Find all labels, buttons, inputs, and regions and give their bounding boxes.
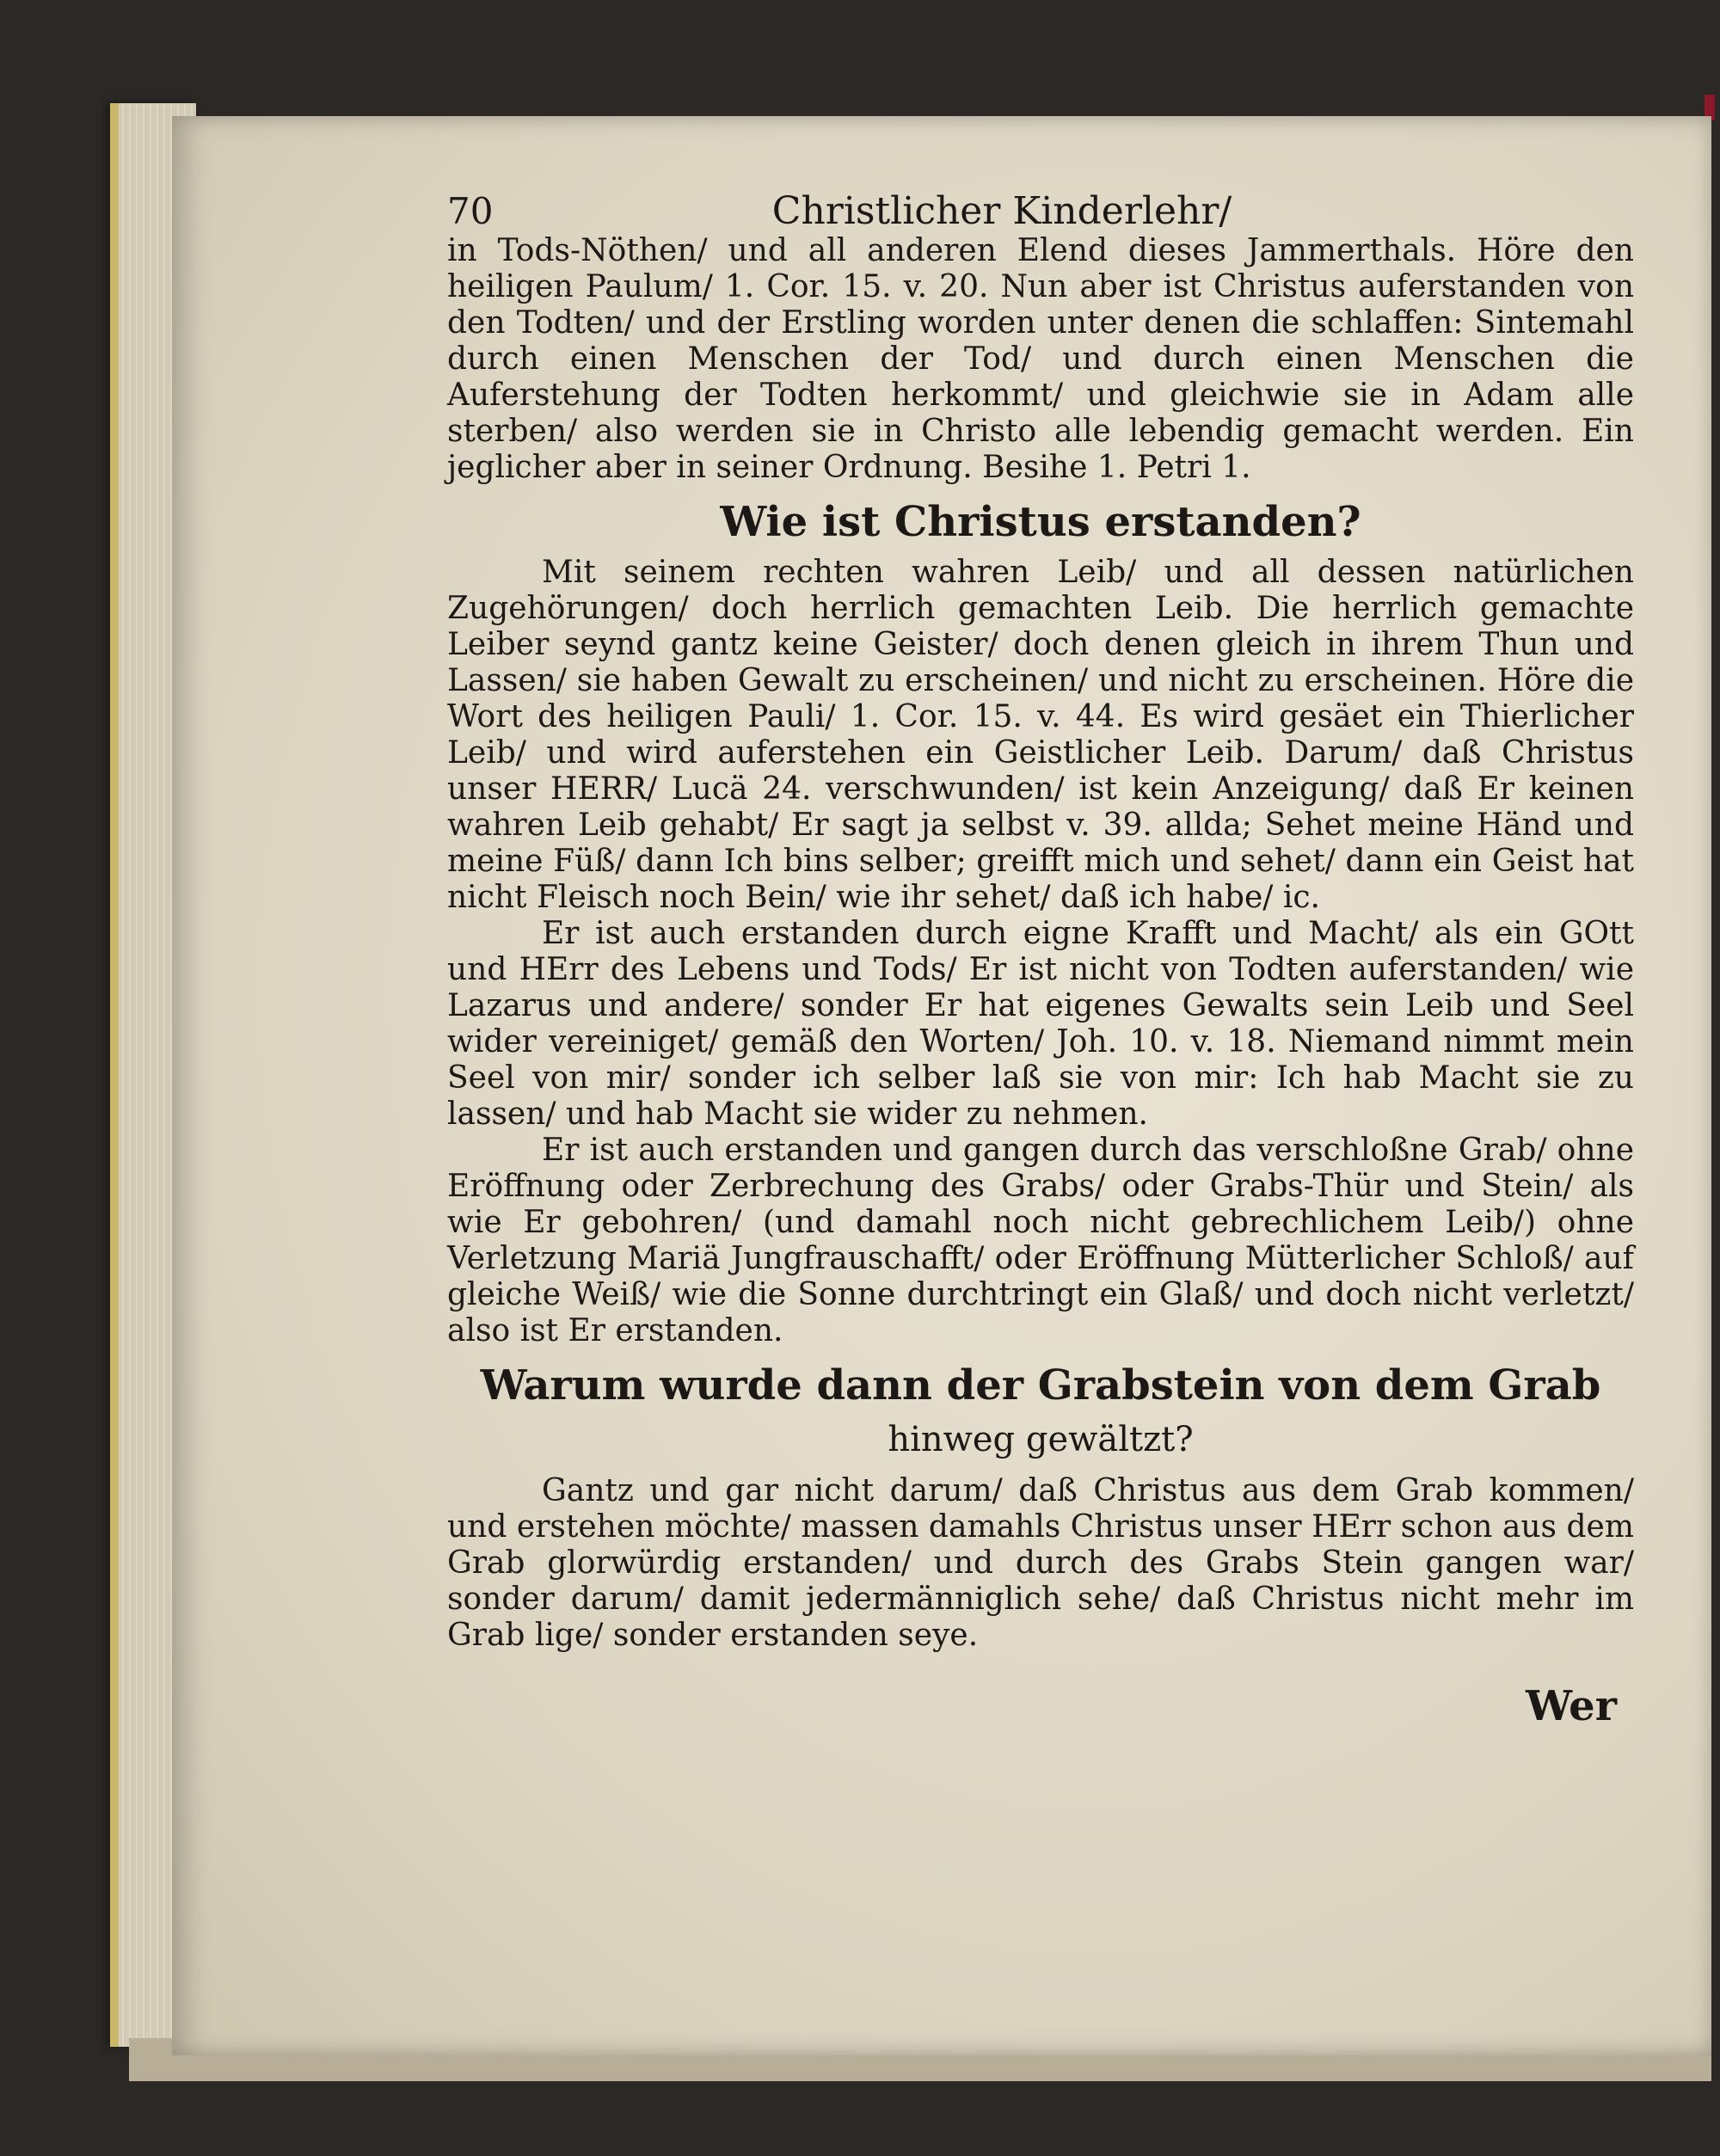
page-text-block xyxy=(447,189,1634,1730)
answer-paragraph-1: Mit seinem rechten wahren Leib/ und all dessen natürlichen Zugehörungen/ doch herrlich gemachten Leib. Die herrlich gemachte Leiber seynd gantz keine Geister/ doch denen gleich in ihrem Thun und Lassen/ sie haben Gewalt zu erscheinen/ und nicht zu erscheinen. Höre die Wort des heiligen Pauli/ 1. Cor. 15. v. 44. Es wird gesäet ein Thierlicher Leib/ und wird auferstehen ein Geistlicher Leib. Darum/ daß Christus unser HERR/ Lucä 24. verschwunden/ ist kein Anzeigung/ daß Er keinen wahren Leib gehabt/ Er sagt ja selbst v. 39. allda; Sehet meine Händ und meine Füß/ dann Ich bins selber; greifft mich und sehet/ dann ein Geist hat nicht Fleisch noch Bein/ wie ihr sehet/ daß ich habe/ ic. xyxy=(447,555,1634,915)
answer-paragraph-3: Er ist auch erstanden und gangen durch das verschloßne Grab/ ohne Eröffnung oder Zerbrechung des Grabs/ oder Grabs-Thür und Stein/ als wie Er gebohren/ (und damahl noch nicht gebrechlichem Leib/) ohne Verletzung Mariä Jungfrauschafft/ oder Eröffnung Mütterlicher Schloß/ auf gleiche Weiß/ wie die Sonne durchtringt ein Glaß/ und doch nicht verletzt/ also ist Er erstanden. xyxy=(447,1133,1634,1348)
page-number: 70 xyxy=(447,190,494,232)
question-heading-2-line2: hinweg gewältzt? xyxy=(888,1420,1194,1459)
paragraph-continuation: in Tods-Nöthen/ und all anderen Elend dieses Jammerthals. Höre den heiligen Paulum/ 1. Cor. 15. v. 20. Nun aber ist Christus auferstanden von den Todten/ und der Erstling worden unter denen die schlaffen: Sintemahl durch einen Menschen der Tod/ und durch einen Menschen die Auferstehung der Todten herkommt/ und gleichwie sie in Adam alle sterben/ also werden sie in Christo alle lebendig gemacht werden. Ein jeglicher aber in seiner Ordnung. Besihe 1. Petri 1. xyxy=(447,233,1634,485)
running-head: Christlicher Kinderlehr/ xyxy=(771,189,1232,233)
question-heading-2: Warum wurde dann der Grabstein von dem Grab xyxy=(480,1361,1601,1410)
answer-paragraph-2: Er ist auch erstanden durch eigne Krafft und Macht/ als ein GOtt und HErr des Lebens und Tods/ Er ist nicht von Todten auferstanden/ wie Lazarus und andere/ sonder Er hat eigenes Gewalts sein Leib und Seel wider vereiniget/ gemäß den Worten/ Joh. 10. v. 18. Niemand nimmt mein Seel von mir/ sonder ich selber laß sie von mir: Ich hab Macht sie zu lassen/ und hab Macht sie wider zu nehmen. xyxy=(447,916,1634,1132)
catchword: Wer xyxy=(1526,1682,1617,1730)
question-heading-1: Wie ist Christus erstanden? xyxy=(720,498,1361,546)
answer-paragraph-4: Gantz und gar nicht darum/ daß Christus aus dem Grab kommen/ und erstehen möchte/ massen damahls Christus unser HErr schon aus dem Grab glorwürdig erstanden/ und durch des Grabs Stein gangen war/ sonder darum/ damit jedermänniglich sehe/ daß Christus nicht mehr im Grab lige/ sonder erstanden seye. xyxy=(447,1473,1634,1653)
page-header xyxy=(447,189,1634,233)
